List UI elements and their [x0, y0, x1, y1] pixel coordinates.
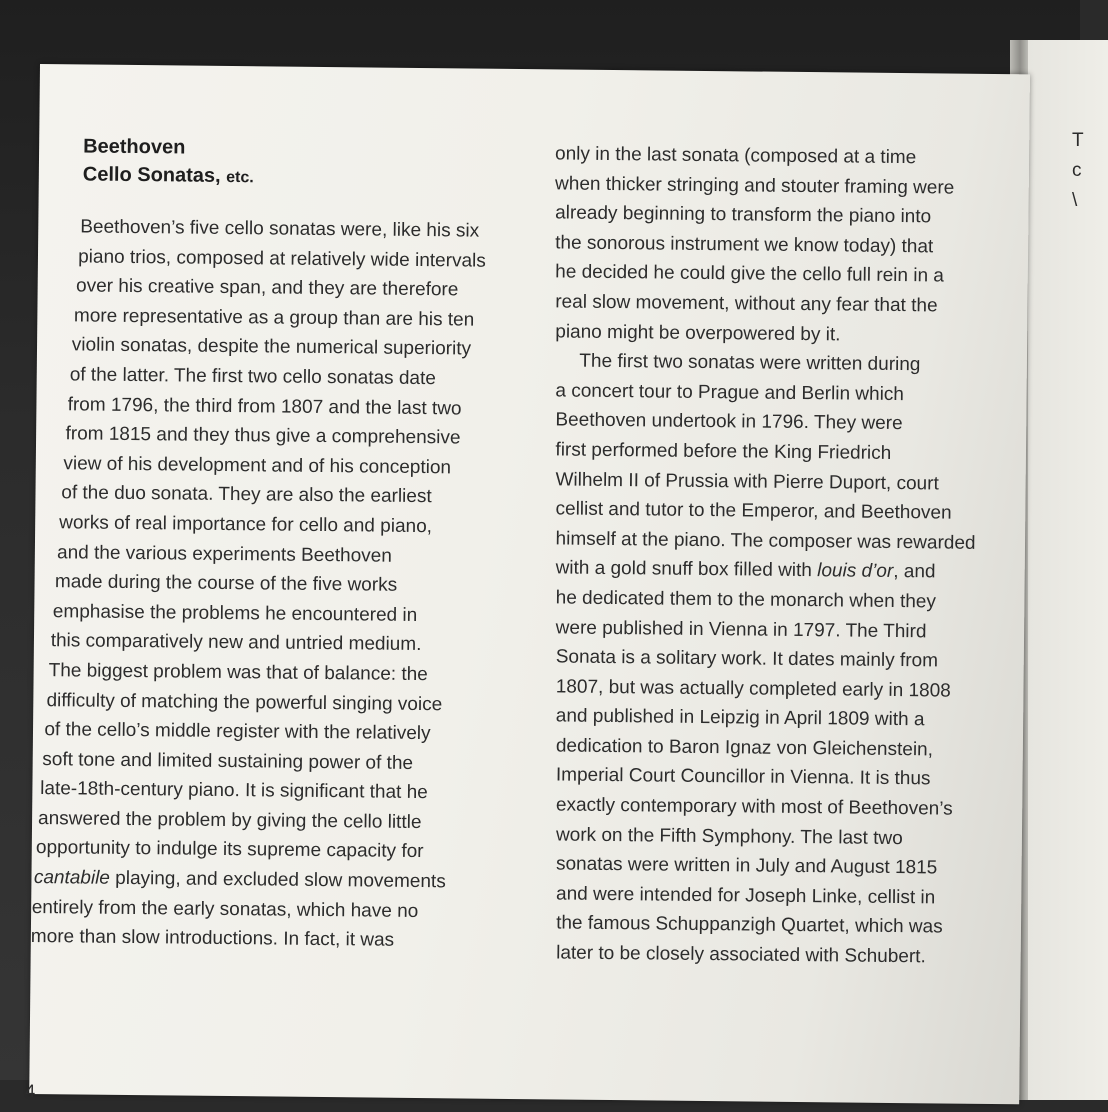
article-heading	[83, 132, 255, 192]
text-line: when thicker stringing and stouter framing were	[555, 172, 955, 199]
text-line: The biggest problem was that of balance: the	[48, 660, 428, 686]
page-number: 4	[25, 1080, 36, 1102]
article-title	[83, 160, 254, 192]
text-line: this comparatively new and untried medium.	[50, 630, 422, 656]
composer-name: Beethoven	[83, 135, 186, 159]
text-line: 1807, but was actually completed early in 1808	[555, 676, 951, 702]
text-line: only in the last sonata (composed at a time	[554, 143, 917, 169]
right-page-fragment: c	[1072, 160, 1082, 181]
text-line: himself at the piano. The composer was rewarded	[555, 528, 976, 554]
text-line: piano might be overpowered by it.	[555, 320, 841, 345]
title-text: Cello Sonatas,	[82, 163, 221, 187]
italic-term: cantabile	[33, 867, 111, 889]
text-line: Wilhelm II of Prussia with Pierre Duport, court	[555, 468, 939, 494]
text-line: violin sonatas, despite the numerical superiority	[71, 334, 472, 360]
text-line: opportunity to indulge its supreme capacity for	[35, 837, 424, 863]
title-etc: etc.	[226, 168, 254, 187]
text-line: later to be closely associated with Schubert.	[556, 942, 926, 968]
left-text-column	[31, 212, 539, 957]
text-line: the sonorous instrument we know today) that	[555, 232, 934, 258]
text-line: already beginning to transform the piano into	[555, 202, 932, 228]
booklet-page	[25, 64, 1030, 1104]
right-page-edge	[1028, 40, 1108, 1100]
right-text-column	[547, 139, 1026, 973]
text-line: of the duo sonata. They are also the earliest	[61, 482, 432, 508]
text-line: more representative as a group than are his ten	[73, 305, 475, 331]
text-line: late-18th-century piano. It is significant that he	[40, 778, 428, 804]
text-line: exactly contemporary with most of Beethoven’s	[555, 794, 953, 820]
text-line: from 1815 and they thus give a comprehensive	[65, 423, 461, 449]
text-line: answered the problem by giving the cello little	[37, 807, 422, 833]
text-line: works of real importance for cello and piano,	[59, 512, 433, 538]
text-line: a concert tour to Prague and Berlin which	[555, 380, 905, 405]
text-line: and were intended for Joseph Linke, cellist in	[555, 883, 936, 909]
text-line: Sonata is a solitary work. It dates mainly from	[555, 646, 939, 672]
text-line: of the cello’s middle register with the relatively	[44, 719, 431, 745]
text-line: cellist and tutor to the Emperor, and Beethoven	[555, 498, 952, 524]
text-line: more than slow introductions. In fact, it was	[30, 926, 395, 952]
text-line: sonatas were written in July and August 1815	[555, 853, 938, 879]
text-line: real slow movement, without any fear that the	[555, 291, 938, 317]
text-line: first performed before the King Friedrich	[555, 439, 892, 464]
text-line: from 1796, the third from 1807 and the last two	[67, 393, 462, 419]
text-line: view of his development and of his conception	[63, 453, 452, 479]
right-page-fragment: T	[1072, 130, 1084, 151]
text-line: entirely from the early sonatas, which have no	[31, 896, 419, 922]
text-line: emphasise the problems he encountered in	[52, 600, 418, 626]
right-page-fragment: \	[1072, 190, 1078, 211]
text-line: and the various experiments Beethoven	[56, 541, 392, 567]
text-line: and published in Leipzig in April 1809 with a	[555, 705, 925, 731]
text-line: with a gold snuff box filled with louis d’or, and	[555, 557, 936, 583]
text-line: The first two sonatas were written during	[579, 350, 921, 376]
text-line: were published in Vienna in 1797. The Third	[555, 616, 927, 642]
text-line: he decided he could give the cello full rein in a	[555, 261, 945, 287]
text-line: over his creative span, and they are therefore	[75, 275, 459, 301]
italic-term: louis d’or	[817, 560, 894, 583]
text-line: work on the Fifth Symphony. The last two	[555, 824, 903, 849]
text-line: of the latter. The first two cello sonatas date	[69, 364, 436, 390]
text-line: cantabile playing, and excluded slow movements	[33, 867, 446, 893]
text-line: soft tone and limited sustaining power of the	[42, 748, 414, 774]
text-line: made during the course of the five works	[54, 571, 398, 596]
text-line: Beethoven’s five cello sonatas were, like his six	[80, 216, 480, 242]
text-line: Beethoven undertook in 1796. They were	[555, 409, 903, 435]
text-line: difficulty of matching the powerful singing voice	[46, 689, 443, 715]
text-line: he dedicated them to the monarch when they	[555, 587, 937, 613]
text-line: Imperial Court Councillor in Vienna. It is thus	[555, 764, 931, 790]
text-line: dedication to Baron Ignaz von Gleichenstein,	[555, 735, 934, 761]
text-line: piano trios, composed at relatively wide intervals	[78, 246, 486, 272]
text-line: the famous Schuppanzigh Quartet, which was	[556, 912, 943, 938]
